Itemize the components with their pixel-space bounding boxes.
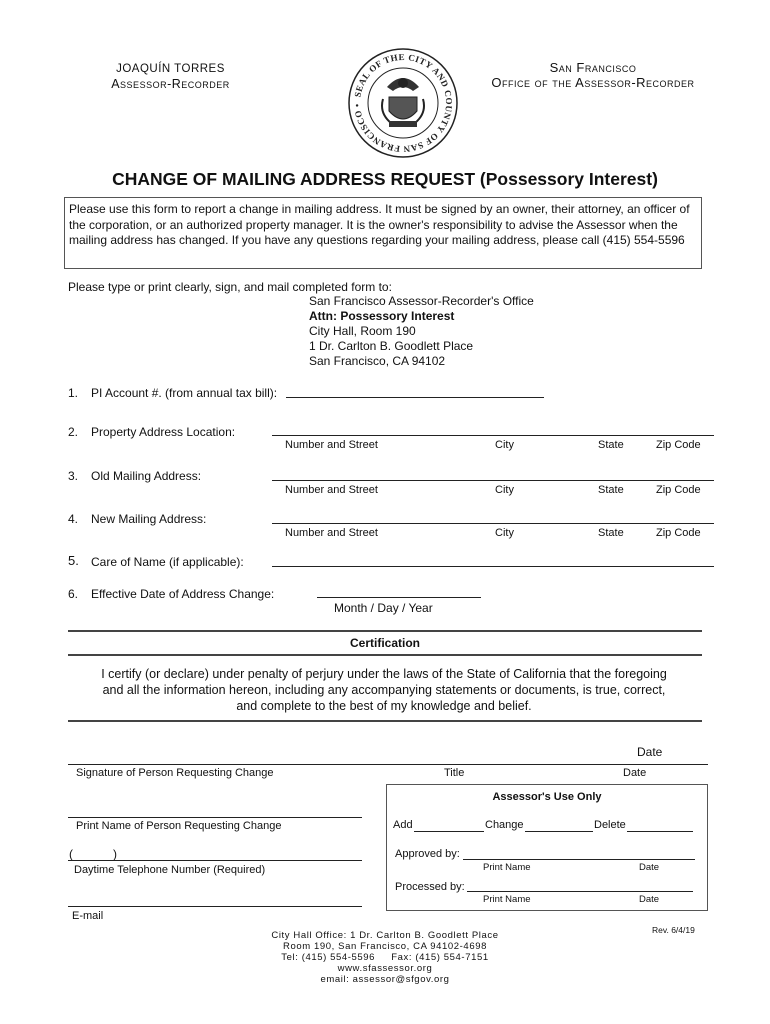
field1-number: 1. — [68, 386, 79, 400]
intro-text: Please use this form to report a change in mailing address. It must be signed by an owner, their attorney, an officer of the corporation, or an authorized property manager. It is the owner's responsibility to advise the Assessor when the mailing address has changed. If you have any questions regarding your mailing address, please call (415) 554-5596 — [69, 202, 690, 247]
city-seal-icon — [347, 47, 459, 159]
footer-line1: City Hall Office: 1 Dr. Carlton B. Goodlett Place — [271, 930, 499, 941]
addr3-zip-label: Zip Code — [656, 484, 701, 496]
mail-address-line5: San Francisco, CA 94102 — [309, 354, 446, 368]
revision-date: Rev. 6/4/19 — [652, 925, 695, 935]
footer-line3: Tel: (415) 554-5596 Fax: (415) 554-7151 — [281, 952, 489, 963]
addr4-state-label: State — [598, 527, 624, 539]
addr3-street-label: Number and Street — [285, 484, 378, 496]
signature-date-label: Date — [623, 767, 647, 779]
approved-date-label: Date — [639, 862, 660, 873]
addr3-city-label: City — [495, 484, 514, 496]
phone-label: Daytime Telephone Number (Required) — [74, 864, 266, 876]
signature-label: Signature of Person Requesting Change — [76, 767, 274, 779]
care-of-name-input[interactable] — [272, 566, 714, 567]
addr4-street-label: Number and Street — [285, 527, 378, 539]
phone-area-code: ( ) — [69, 847, 117, 861]
svg-text:SEAL OF THE CITY AND COUNTY OF: SEAL OF THE CITY AND COUNTY OF SAN FRANCISCO • — [351, 51, 455, 155]
old-mailing-address-input[interactable] — [272, 480, 714, 481]
pi-account-input[interactable] — [286, 397, 544, 398]
effective-date-input[interactable] — [317, 597, 481, 598]
office-city: San Francisco — [549, 60, 637, 75]
footer-contact — [190, 930, 580, 985]
assessor-use-heading: Assessor's Use Only — [492, 791, 602, 803]
add-label: Add — [393, 819, 413, 831]
processed-date-label: Date — [639, 894, 660, 905]
field2-number: 2. — [68, 425, 79, 439]
date-format-hint: Month / Day / Year — [334, 601, 433, 615]
approved-by-input[interactable] — [463, 859, 695, 860]
certification-text — [64, 666, 704, 714]
intro-box — [64, 197, 702, 269]
assessor-name: JOAQUÍN TORRES — [116, 63, 225, 75]
field1-label: PI Account #. (from annual tax bill): — [91, 386, 278, 400]
mail-address-line4: 1 Dr. Carlton B. Goodlett Place — [309, 339, 474, 353]
assessor-name-block — [98, 62, 243, 92]
field5-number: 5. — [68, 553, 79, 568]
assessor-title: Assessor-Recorder — [111, 77, 230, 91]
mail-address — [309, 294, 534, 369]
approved-by-label: Approved by: — [395, 848, 460, 860]
field6-label: Effective Date of Address Change: — [91, 587, 275, 601]
delete-input[interactable] — [627, 831, 693, 832]
print-name-input[interactable] — [68, 817, 362, 818]
footer-website[interactable]: www.sfassessor.org — [337, 963, 433, 974]
field5-label: Care of Name (if applicable): — [91, 555, 244, 569]
field3-number: 3. — [68, 469, 79, 483]
cert-top-rule — [68, 630, 702, 632]
change-input[interactable] — [525, 831, 593, 832]
title-label: Title — [444, 767, 465, 779]
cert-line1: I certify (or declare) under penalty of perjury under the laws of the State of California that the foregoing — [101, 667, 667, 681]
addr2-city-label: City — [495, 439, 514, 451]
field2-label: Property Address Location: — [91, 425, 236, 439]
mail-address-line1: San Francisco Assessor-Recorder's Office — [309, 294, 534, 308]
addr4-zip-label: Zip Code — [656, 527, 701, 539]
cert-line3: and complete to the best of my knowledge and belief. — [236, 699, 532, 713]
mail-instruction: Please type or print clearly, sign, and mail completed form to: — [68, 280, 392, 294]
change-label: Change — [485, 819, 524, 831]
field3-label: Old Mailing Address: — [91, 469, 202, 483]
footer-line2: Room 190, San Francisco, CA 94102-4698 — [283, 941, 487, 952]
processed-by-label: Processed by: — [395, 881, 465, 893]
print-name-label: Print Name of Person Requesting Change — [76, 820, 282, 832]
assessor-use-box — [386, 784, 708, 911]
email-input[interactable] — [68, 906, 362, 907]
phone-input[interactable] — [68, 860, 362, 861]
footer-email[interactable]: email: assessor@sfgov.org — [320, 974, 450, 985]
new-mailing-address-input[interactable] — [272, 523, 714, 524]
date-top-label: Date — [637, 745, 663, 759]
mail-address-line2: Attn: Possessory Interest — [309, 309, 455, 323]
addr2-street-label: Number and Street — [285, 439, 378, 451]
signature-input[interactable] — [68, 764, 708, 765]
certification-heading: Certification — [349, 636, 420, 650]
property-address-input[interactable] — [272, 435, 714, 436]
processed-print-name-label: Print Name — [483, 894, 531, 905]
addr2-state-label: State — [598, 439, 624, 451]
addr2-zip-label: Zip Code — [656, 439, 701, 451]
email-label: E-mail — [72, 910, 104, 922]
addr4-city-label: City — [495, 527, 514, 539]
form-title: CHANGE OF MAILING ADDRESS REQUEST (Possessory Interest) — [112, 169, 658, 189]
add-input[interactable] — [414, 831, 484, 832]
approved-print-name-label: Print Name — [483, 862, 531, 873]
cert-bottom-rule — [68, 720, 702, 722]
field4-label: New Mailing Address: — [91, 512, 207, 526]
mail-address-line3: City Hall, Room 190 — [309, 324, 416, 338]
cert-mid-rule — [68, 654, 702, 656]
cert-line2: and all the information hereon, including any accompanying statements or documents, is true, correct, — [102, 683, 666, 697]
addr3-state-label: State — [598, 484, 624, 496]
field4-number: 4. — [68, 512, 79, 526]
office-title: Office of the Assessor-Recorder — [491, 75, 695, 90]
processed-by-input[interactable] — [467, 891, 693, 892]
delete-label: Delete — [594, 819, 626, 831]
office-name-block — [468, 60, 718, 90]
field6-number: 6. — [68, 587, 79, 601]
